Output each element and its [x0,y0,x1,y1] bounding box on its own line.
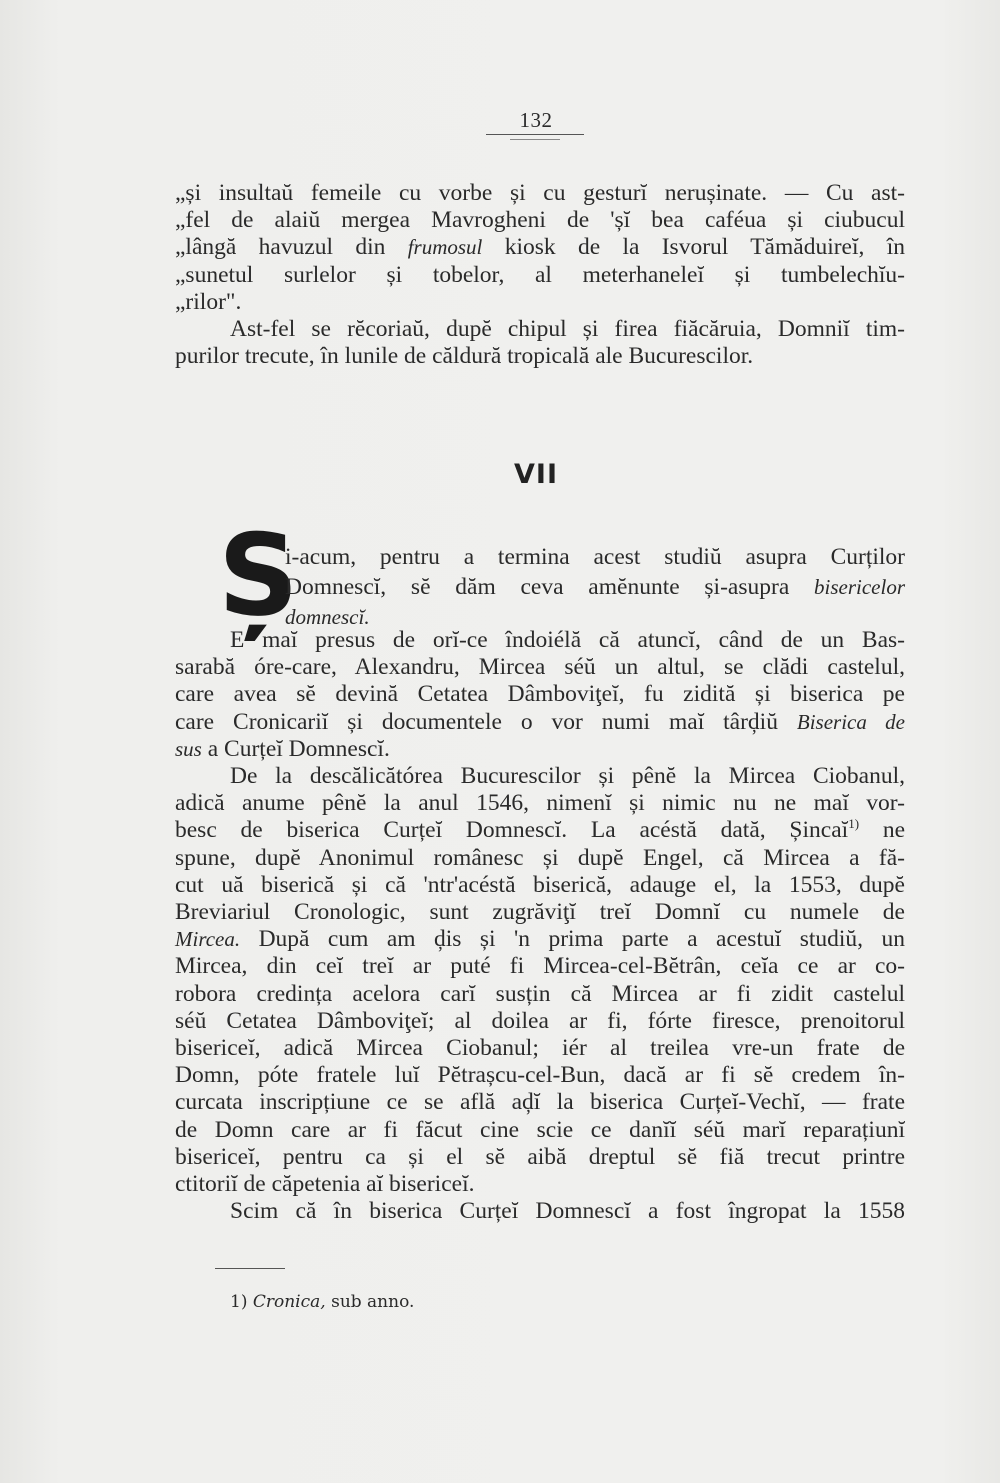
text-line [175,736,905,763]
text-line: ctitoriĭ de căpetenia aĭ bisericeĭ. [175,1171,475,1198]
footnote-marker: 1) [230,1292,248,1312]
text-line: cut uă biserică și că 'ntr'acéstă biserică, adauge el, la 1553, dupĕ [175,871,905,898]
footnote [230,1292,414,1312]
text-line: adică anume pênĕ la anul 1546, nimenĭ și nimic nu ne maĭ vor- [175,790,905,817]
text-line: „și insultaŭ femeile cu vorbe și cu gesturĭ nerușinate. — Cu ast- [175,180,905,206]
text-line: bisericeĭ, pentru ca și el sĕ aibă dreptul sĕ fiă trecut printre [175,1143,905,1170]
section-heading: VII [514,459,558,490]
italic-word: bisericelor [814,575,905,599]
text-line: bisericeĭ, adică Mircea Ciobanul; iér al treilea vre-un frate de [175,1035,905,1062]
text-line: sarabă óre-care, Alexandru, Mircea séŭ un altul, se clădi castelul, [175,654,905,681]
text-line: i-acum, pentru a termina acest studiŭ asupra Curților [285,544,905,570]
footnote-italic: Cronica, [252,1292,326,1312]
main-text [175,627,905,1225]
text-line [175,817,905,844]
italic-word: domnescĭ. [285,605,370,629]
text-segment: besc de biserica Curțeĭ Domnescĭ. La acéstă dată, Șincaĭ [175,817,849,844]
text-line: Mircea, din ceĭ treĭ ar puté fi Mircea-cel-Bĕtrân, ceĭa ce ar co- [175,953,905,980]
page-number: 132 [519,108,553,132]
text-segment: kiosk de la Isvorul Tămăduireĭ, în [482,234,905,261]
text-line: séŭ Cetatea Dâmboviţeĭ; al doilea ar fi, fórte firesce, prenoitorul [175,1007,905,1034]
text-segment: Domnescĭ, sĕ dăm ceva amĕnunte și-asupra [285,574,815,600]
text-line: care avea sĕ devină Cetatea Dâmboviţeĭ, fu zidită și biserica pe [175,681,905,708]
top-paragraph [175,180,905,370]
text-line: Ast-fel se rĕcoriaŭ, dupĕ chipul și firea fiăcăruia, Domniĭ tim- [230,316,905,343]
section-first-paragraph [285,542,905,632]
text-line: spune, dupĕ Anonimul românesc și dupĕ Engel, că Mircea a fă- [175,844,905,871]
drop-cap-letter: Ș [218,511,299,641]
text-line: „rilor". [175,288,242,315]
text-line: „sunetul surlelor și tobelor, al meterhaneleĭ și tumbelechĭu- [175,261,905,288]
text-line: E maĭ presus de orĭ-ce îndoiélă că atuncĭ, când de un Bas- [230,627,905,653]
text-line: de Domn care ar fi făcut cine scie ce danĭĭ séŭ marĭ reparațiunĭ [175,1116,905,1143]
text-line [175,234,905,261]
text-line: robora credința acelora carĭ susțin că Mircea ar fi zidit castelul [175,980,905,1007]
text-segment: ne [859,817,906,844]
text-line: De la descălicătórea Bucurescilor și pênĕ la Mircea Ciobanul, [230,763,905,790]
italic-word: sus [175,736,202,761]
text-line: curcata inscripțiune ce se află aḑĭ la biserica Curțeĭ-Vechĭ, — frate [175,1089,905,1116]
footnote-text: sub anno. [325,1292,415,1312]
text-line: purilor trecute, în lunile de căldură tropicală ale Bucurescilor. [175,343,754,370]
text-line [175,926,905,953]
page-number-rule-short [510,139,560,140]
text-line [285,572,905,602]
italic-phrase: Biserica de [796,709,905,734]
text-line: Domn, póte fratele luĭ Pĕtrașcu-cel-Bun, dacă ar fi sĕ credem în- [175,1062,905,1089]
footnote-rule [215,1268,285,1269]
footnote-reference[interactable]: 1) [848,816,860,832]
italic-word: Mircea. [175,927,241,952]
text-line: Breviariul Cronologic, sunt zugrăviţĭ treĭ Domnĭ cu numele de [175,899,905,926]
text-line [175,709,905,736]
italic-word: frumosul [407,235,483,260]
text-line: Scim că în biserica Curțeĭ Domnescĭ a fost îngropat la 1558 [230,1198,905,1225]
text-segment: a Curțeĭ Domnescĭ. [201,735,390,762]
text-segment: „lângă havuzul din [175,234,408,261]
text-line: „fel de alaiŭ mergea Mavrogheni de 'șĭ bea caféua și ciubucul [175,207,905,234]
text-segment: După cum am ḑis și 'n prima parte a acestuĭ studiŭ, un [240,926,905,953]
page-number-rule [486,134,584,135]
text-segment: care Cronicariĭ și documentele o vor numi maĭ târḑiŭ [175,708,797,735]
